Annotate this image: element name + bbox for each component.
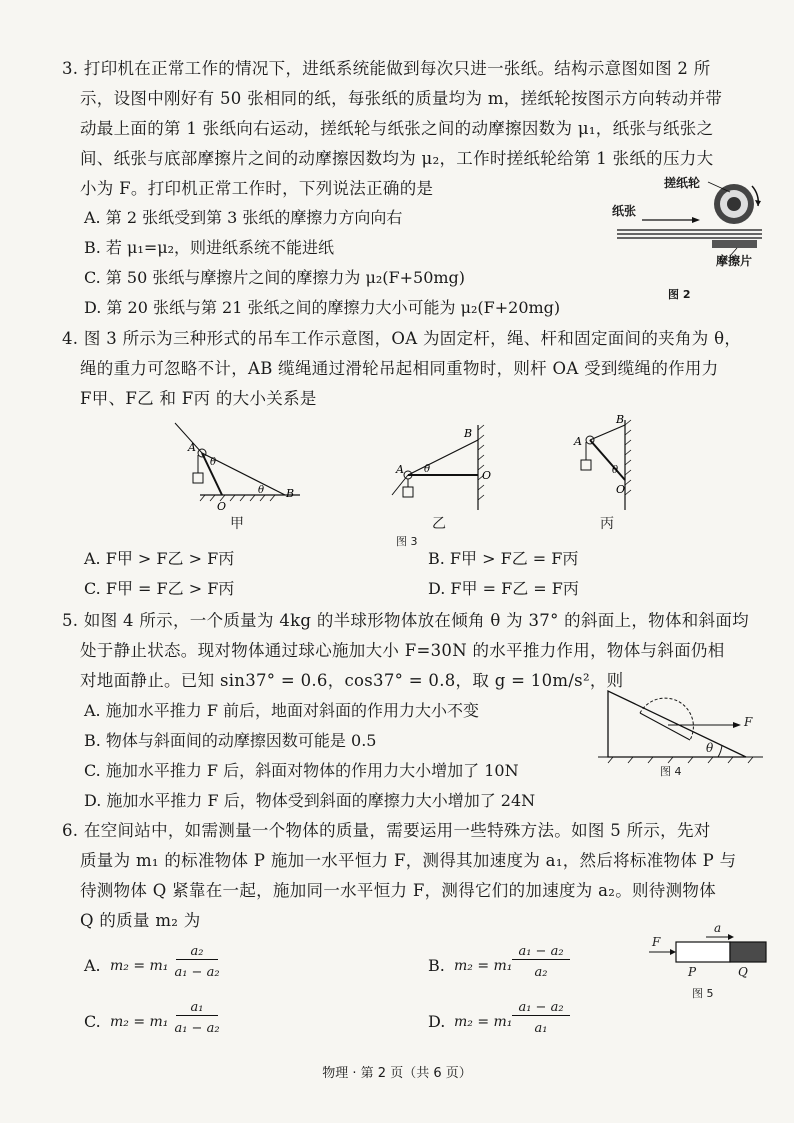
q5-line-3: 对地面静止。已知 sin37° = 0.6，cos37° = 0.8，取 g = 10m/s²，则 bbox=[80, 671, 624, 690]
q6-option-b-num: a₁ − a₂ bbox=[512, 944, 570, 960]
figure-2-caption: 图 2 bbox=[668, 288, 691, 301]
svg-text:θ: θ bbox=[612, 465, 619, 476]
figure-3-caption: 图 3 bbox=[396, 535, 418, 548]
printer-diagram bbox=[612, 172, 772, 307]
q6-option-d-den: a₁ bbox=[534, 1021, 548, 1036]
q3-option-d: D. 第 20 张纸与第 21 张纸之间的摩擦力大小可能为 μ₂(F+20mg) bbox=[84, 298, 561, 317]
q4-option-a: A. F甲 > F乙 > F丙 bbox=[84, 549, 235, 568]
paper-label: 纸张 bbox=[612, 204, 637, 218]
q6-option-c-num: a₁ bbox=[176, 1000, 218, 1016]
figure-3-label-bing: 丙 bbox=[600, 516, 614, 532]
q6-line-3: 待测物体 Q 紧靠在一起，施加同一水平恒力 F，测得它们的加速度为 a₂。则待测物体 bbox=[80, 881, 717, 900]
q6-line-1: 6. 在空间站中，如需测量一个物体的质量，需要运用一些特殊方法。如图 5 所示，先对 bbox=[62, 821, 711, 840]
page-footer: 物理 · 第 2 页（共 6 页） bbox=[322, 1066, 472, 1081]
roller-label: 搓纸轮 bbox=[664, 176, 701, 190]
q5-option-c: C. 施加水平推力 F 后，斜面对物体的作用力大小增加了 10N bbox=[84, 761, 519, 780]
pad-label: 摩擦片 bbox=[716, 254, 753, 268]
figure-3-cranes bbox=[160, 415, 660, 548]
q5-option-b: B. 物体与斜面间的动摩擦因数可能是 0.5 bbox=[84, 731, 377, 750]
q6-option-a-num: a₂ bbox=[176, 944, 218, 960]
figure-5-blocks bbox=[644, 921, 774, 1005]
svg-text:B: B bbox=[616, 415, 625, 426]
q5-line-1: 5. 如图 4 所示，一个质量为 4kg 的半球形物体放在倾角 θ 为 37° 的斜面上，物体和斜面均 bbox=[62, 611, 749, 630]
svg-text:A: A bbox=[188, 441, 196, 454]
q6-option-a bbox=[84, 944, 304, 988]
q5-line-2: 处于静止状态。现对物体通过球心施加大小 F=30N 的水平推力作用，物体与斜面仍相 bbox=[80, 641, 725, 660]
svg-text:O: O bbox=[616, 483, 626, 496]
q6-option-b-letter: B. bbox=[428, 956, 445, 975]
q6-option-b-den: a₂ bbox=[534, 965, 548, 980]
figure-4-incline bbox=[598, 685, 770, 780]
q6-option-d-letter: D. bbox=[428, 1012, 446, 1031]
svg-text:B: B bbox=[286, 487, 295, 500]
q4-option-d: D. F甲 = F乙 = F丙 bbox=[428, 579, 579, 598]
figure-4-angle-label: θ bbox=[706, 741, 714, 755]
figure-4-caption: 图 4 bbox=[660, 765, 682, 778]
q3-line-4: 间、纸张与底部摩擦片之间的动摩擦因数均为 μ₂，工作时搓纸轮给第 1 张纸的压力大 bbox=[80, 149, 714, 168]
q3-option-c: C. 第 50 张纸与摩擦片之间的摩擦力为 μ₂(F+50mg) bbox=[84, 268, 466, 287]
q4-option-b: B. F甲 > F乙 = F丙 bbox=[428, 549, 579, 568]
svg-text:θ: θ bbox=[210, 457, 217, 468]
figure-3-label-yi: 乙 bbox=[432, 516, 446, 532]
q6-option-b bbox=[428, 944, 648, 988]
q6-option-c-den: a₁ − a₂ bbox=[174, 1021, 220, 1036]
q4-option-c: C. F甲 = F乙 > F丙 bbox=[84, 579, 235, 598]
figure-5-force-label: F bbox=[652, 935, 661, 949]
q6-option-c bbox=[84, 1000, 304, 1044]
q6-option-a-letter: A. bbox=[84, 956, 101, 975]
q4-line-3: F甲、F乙 和 F丙 的大小关系是 bbox=[80, 389, 317, 408]
figure-5-acc-label: a bbox=[714, 921, 722, 935]
q4-line-1: 4. 图 3 所示为三种形式的吊车工作示意图，OA 为固定杆，绳、杆和固定面间的夹角为 θ， bbox=[62, 329, 742, 348]
q6-option-a-den: a₁ − a₂ bbox=[174, 965, 220, 980]
svg-text:O: O bbox=[217, 500, 227, 513]
q3-option-b: B. 若 μ₁=μ₂，则进纸系统不能进纸 bbox=[84, 238, 335, 257]
q6-line-4: Q 的质量 m₂ 为 bbox=[80, 911, 201, 930]
figure-2-printer bbox=[612, 172, 772, 307]
figure-3-label-jia: 甲 bbox=[230, 516, 244, 532]
q6-option-a-lhs: m₂ = m₁ bbox=[110, 958, 169, 974]
q3-option-a: A. 第 2 张纸受到第 3 张纸的摩擦力方向向右 bbox=[84, 208, 403, 227]
svg-text:A: A bbox=[396, 463, 404, 476]
q3-line-2: 示，设图中刚好有 50 张相同的纸，每张纸的质量均为 m，搓纸轮按图示方向转动并带 bbox=[80, 89, 723, 108]
figure-5-caption: 图 5 bbox=[692, 987, 714, 1000]
svg-text:B: B bbox=[464, 427, 473, 440]
figure-4-force-label: F bbox=[744, 715, 753, 729]
figure-5-p-label: P bbox=[688, 965, 697, 979]
q6-line-2: 质量为 m₁ 的标准物体 P 施加一水平恒力 F，测得其加速度为 a₁，然后将标准物体 P 与 bbox=[80, 851, 737, 870]
q5-option-a: A. 施加水平推力 F 前后，地面对斜面的作用力大小不变 bbox=[84, 701, 480, 720]
svg-text:A: A bbox=[574, 435, 582, 448]
q6-option-c-letter: C. bbox=[84, 1012, 101, 1031]
figure-5-q-label: Q bbox=[738, 965, 748, 979]
q6-option-b-lhs: m₂ = m₁ bbox=[454, 958, 513, 974]
q6-option-d-num: a₁ − a₂ bbox=[512, 1000, 570, 1016]
q6-option-c-lhs: m₂ = m₁ bbox=[110, 1014, 169, 1030]
q3-line-3: 动最上面的第 1 张纸向右运动，搓纸轮与纸张之间的动摩擦因数为 μ₁，纸张与纸张之 bbox=[80, 119, 714, 138]
svg-text:O: O bbox=[482, 469, 492, 482]
q3-line-5: 小为 F。打印机正常工作时，下列说法正确的是 bbox=[80, 179, 434, 198]
q4-line-2: 绳的重力可忽略不计，AB 缆绳通过滑轮吊起相同重物时，则杆 OA 受到缆绳的作用力 bbox=[80, 359, 719, 378]
svg-text:θ: θ bbox=[258, 485, 265, 496]
svg-text:θ: θ bbox=[424, 464, 431, 475]
q6-option-d-lhs: m₂ = m₁ bbox=[454, 1014, 513, 1030]
q6-option-d bbox=[428, 1000, 648, 1044]
q5-option-d: D. 施加水平推力 F 后，物体受到斜面的摩擦力大小增加了 24N bbox=[84, 791, 536, 810]
q3-line-1: 3. 打印机在正常工作的情况下，进纸系统能做到每次只进一张纸。结构示意图如图 2 所 bbox=[62, 59, 711, 78]
incline-diagram bbox=[598, 685, 770, 780]
